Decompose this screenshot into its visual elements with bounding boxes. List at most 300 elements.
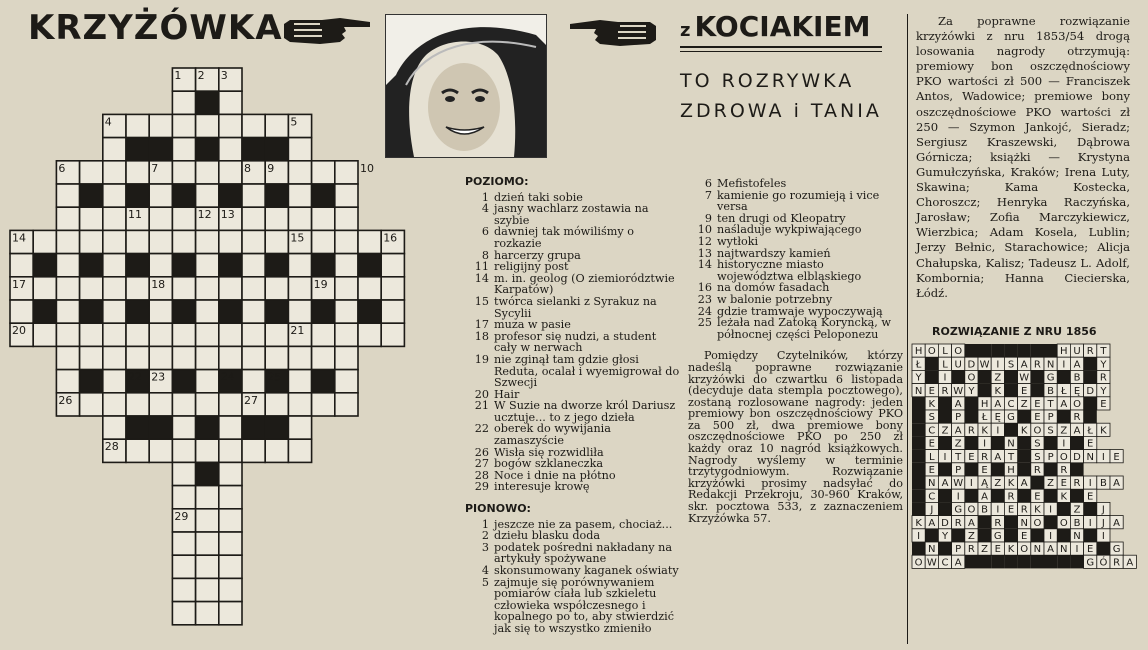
grid-cell — [33, 230, 56, 253]
solution-letter: G — [954, 504, 963, 516]
black-square — [149, 416, 172, 439]
clue-number: 7 — [704, 188, 712, 202]
solution-letter: P — [1047, 451, 1054, 463]
solution-letter: O — [967, 504, 976, 516]
clue-number: 24 — [697, 304, 712, 318]
solution-letter: L — [929, 451, 935, 463]
grid-cell — [33, 277, 56, 300]
grid-cell — [80, 161, 103, 184]
solution-letter: R — [981, 451, 989, 463]
solution-letter: B — [1073, 372, 1081, 384]
solution-letter: E — [1034, 399, 1041, 410]
clue-text: leżała nad Zatoką Koryncką, w północnej części Peloponezu — [717, 316, 891, 341]
solution-black-square — [912, 542, 925, 555]
solution-letter: A — [954, 557, 962, 569]
black-square — [172, 184, 195, 207]
solution-letter: E — [968, 451, 975, 463]
solution-black-square — [1084, 410, 1097, 423]
clue-item — [465, 319, 680, 331]
cell-number: 4 — [104, 115, 112, 129]
solution-letter: W — [926, 557, 937, 569]
clue-number: 27 — [474, 457, 489, 471]
grid-cell — [103, 230, 126, 253]
solution-letter: R — [1073, 478, 1081, 490]
solution-letter: I — [1101, 531, 1105, 542]
clue-text: najtwardszy kamień — [717, 246, 831, 260]
solution-letter: G — [1086, 557, 1095, 569]
grid-cell — [56, 323, 79, 346]
solution-letter: I — [943, 372, 947, 384]
solution-black-square — [1070, 555, 1083, 568]
solution-letter: S — [1034, 438, 1041, 450]
solution-letter: R — [941, 385, 949, 397]
grid-cell — [381, 323, 404, 346]
grid-cell — [381, 254, 404, 277]
solution-letter: K — [1007, 544, 1015, 556]
solution-black-square — [1044, 436, 1057, 449]
grid-cell — [56, 207, 79, 230]
solution-letter: K — [915, 517, 922, 529]
solution-letter: E — [1007, 504, 1015, 516]
black-square — [80, 300, 103, 323]
black-square — [172, 300, 195, 323]
grid-cell — [288, 207, 311, 230]
solution-letter: S — [1047, 425, 1054, 437]
grid-cell — [196, 393, 219, 416]
cell-number: 28 — [104, 440, 119, 454]
grid-cell — [172, 230, 195, 253]
solution-letter: A — [967, 517, 975, 529]
solution-letter: K — [981, 425, 988, 437]
pointing-hand-icon — [566, 16, 658, 54]
solution-letter: B — [1099, 478, 1107, 490]
solution-black-square — [978, 370, 991, 383]
solution-black-square — [1084, 357, 1097, 370]
cell-number: 5 — [290, 115, 298, 129]
solution-letter: A — [994, 399, 1002, 410]
solution-letter: H — [1007, 465, 1015, 476]
solution-letter: R — [1086, 346, 1094, 358]
solution-letter: A — [1047, 544, 1055, 556]
solution-letter: R — [967, 544, 975, 556]
grid-cell — [219, 230, 242, 253]
solution-black-square — [1004, 516, 1017, 529]
solution-black-square — [912, 463, 925, 476]
grid-cell — [103, 416, 126, 439]
black-square — [265, 300, 288, 323]
solution-letter: O — [914, 557, 923, 569]
clue-text: oberek do wywijania zamaszyście — [494, 422, 611, 448]
solution-black-square — [912, 423, 925, 436]
grid-cell — [288, 184, 311, 207]
grid-cell — [288, 277, 311, 300]
clue-number: 26 — [474, 445, 489, 459]
solution-letter: I — [1075, 544, 1079, 556]
grid-cell — [219, 91, 242, 114]
grid-cell — [196, 532, 219, 555]
solution-letter: R — [1020, 504, 1028, 516]
solution-letter: N — [1007, 438, 1015, 450]
black-square — [219, 184, 242, 207]
grid-cell — [103, 346, 126, 369]
solution-letter: P — [955, 544, 962, 556]
grid-cell — [172, 602, 195, 625]
grid-cell — [219, 138, 242, 161]
cell-number: 25 — [267, 370, 282, 384]
solution-black-square — [912, 397, 925, 410]
solution-letter: K — [1007, 478, 1015, 490]
clue-text: interesuje krowę — [494, 480, 590, 494]
clue-item — [465, 331, 680, 354]
solution-black-square — [978, 555, 991, 568]
clue-item — [688, 178, 903, 190]
solution-letter: I — [996, 425, 1000, 437]
grid-cell — [126, 439, 149, 462]
black-square — [172, 254, 195, 277]
grid-cell — [56, 346, 79, 369]
grid-cell — [172, 393, 195, 416]
solution-letter: Ą — [981, 478, 989, 490]
solution-letter: R — [1033, 359, 1041, 371]
clue-text: naśladuje wykpiwającego — [717, 223, 862, 237]
grid-cell — [103, 300, 126, 323]
grid-cell — [265, 393, 288, 416]
grid-cell — [242, 300, 265, 323]
grid-cell — [288, 138, 311, 161]
clue-item — [688, 236, 903, 248]
grid-cell — [219, 462, 242, 485]
black-square — [80, 370, 103, 393]
grid-cell — [242, 254, 265, 277]
grid-cell — [172, 555, 195, 578]
solution-letter: E — [1087, 438, 1094, 450]
grid-cell — [381, 277, 404, 300]
clue-number: 5 — [481, 575, 489, 589]
clue-item — [465, 565, 680, 577]
solution-black-square — [1004, 384, 1017, 397]
solution-letter: Ó — [1099, 557, 1108, 569]
grid-cell — [265, 346, 288, 369]
grid-cell — [242, 230, 265, 253]
solution-letter: R — [1007, 491, 1015, 503]
clue-item — [465, 261, 680, 273]
cell-number: 9 — [267, 161, 275, 175]
clue-text: twórca sielanki z Syrakuz na Sycylii — [494, 294, 657, 320]
black-square — [126, 254, 149, 277]
clue-text: muza w pasie — [494, 318, 571, 332]
clue-number: 2 — [481, 529, 489, 543]
grid-cell — [172, 277, 195, 300]
solution-letter: I — [943, 451, 947, 463]
cell-number: 14 — [12, 231, 26, 245]
grid-cell — [149, 346, 172, 369]
grid-cell — [149, 254, 172, 277]
grid-cell — [196, 486, 219, 509]
solution-letter: S — [928, 412, 935, 424]
clue-number: 16 — [697, 281, 712, 295]
solution-black-square — [925, 370, 938, 383]
solution-letter: E — [1060, 478, 1067, 490]
solution-black-square — [1031, 555, 1044, 568]
black-square — [265, 254, 288, 277]
solution-black-square — [991, 436, 1004, 449]
down-clues-continued — [688, 178, 903, 524]
black-square — [312, 300, 335, 323]
solution-letter: D — [941, 517, 949, 529]
clue-number: 8 — [481, 248, 489, 262]
clue-text: historyczne miasto województwa elbląskiego — [717, 258, 862, 283]
solution-letter: G — [1046, 372, 1055, 384]
solution-letter: R — [967, 425, 975, 437]
solution-black-square — [938, 436, 951, 449]
grid-cell — [80, 277, 103, 300]
grid-cell — [335, 370, 358, 393]
grid-cell — [126, 230, 149, 253]
solution-letter: K — [928, 399, 936, 410]
grid-cell — [172, 439, 195, 462]
grid-cell — [103, 161, 126, 184]
clue-item — [465, 354, 680, 389]
contest-info: Pomiędzy Czytelników, którzy nadeślą poprawne rozwiązanie krzyżówki do czwartku 6 listopada (decyduje data stempla pocztowego), zostaną rozlosowane nagrody: jeden premiowy bon oszczędnościowy PKO za 500 zł, dwa premiowe bony oszczędnościowe PKO po 250 zł każdy oraz 10 nagród książkowych. Nagrody wyślemy w terminie trzytygodniowym. Rozwiązanie krzyżówki prosimy nadsyłać do Redakcji Przekroju, 30-960 Kraków, skr. pocztowa 533, z zaznaczeniem Krzyżówka 57. — [688, 349, 903, 525]
black-square — [149, 138, 172, 161]
grid-cell — [103, 138, 126, 161]
grid-cell — [219, 277, 242, 300]
cell-number: 12 — [197, 208, 212, 222]
grid-cell — [126, 393, 149, 416]
grid-cell — [219, 161, 242, 184]
grid-cell — [149, 230, 172, 253]
clue-item — [465, 273, 680, 296]
solution-black-square — [938, 397, 951, 410]
solution-letter: N — [1086, 451, 1094, 463]
grid-cell — [219, 416, 242, 439]
clue-text: dawniej tak mówiliśmy o rozkazie — [494, 225, 634, 250]
grid-cell — [288, 370, 311, 393]
solution-black-square — [912, 489, 925, 502]
solution-black-square — [978, 344, 991, 357]
black-square — [196, 138, 219, 161]
solution-letter: A — [1126, 557, 1134, 569]
black-square — [33, 254, 56, 277]
solution-black-square — [925, 357, 938, 370]
cell-number: 21 — [290, 324, 305, 338]
grid-cell — [172, 486, 195, 509]
grid-cell — [219, 346, 242, 369]
clue-number: 22 — [474, 422, 489, 436]
black-square — [80, 184, 103, 207]
solution-letter: J — [930, 504, 934, 516]
tagline: TO ROZRYWKA ZDROWA i TANIA — [680, 70, 882, 122]
solution-letter: B — [1073, 517, 1081, 529]
solution-black-square — [1057, 410, 1070, 423]
grid-cell — [196, 277, 219, 300]
black-square — [312, 254, 335, 277]
solution-black-square — [1084, 502, 1097, 515]
solution-letter: B — [1047, 385, 1055, 397]
solution-black-square — [965, 463, 978, 476]
grid-cell — [126, 277, 149, 300]
solution-letter: N — [1060, 544, 1068, 556]
grid-cell — [242, 207, 265, 230]
clue-item — [688, 317, 903, 340]
solution-black-square — [1031, 370, 1044, 383]
solution-letter: I — [917, 531, 921, 542]
solution-letter: H — [980, 399, 989, 410]
solution-letter: Z — [967, 531, 975, 542]
solution-letter: D — [967, 359, 976, 371]
clue-item — [465, 481, 680, 493]
solution-black-square — [912, 410, 925, 423]
column-divider — [907, 14, 908, 644]
solution-letter: A — [928, 517, 936, 529]
solution-letter: O — [967, 372, 976, 384]
solution-letter: W — [953, 385, 964, 397]
solution-grid — [912, 340, 1134, 650]
grid-cell — [335, 346, 358, 369]
cell-number: 13 — [220, 208, 235, 222]
solution-letter: U — [954, 359, 962, 371]
black-square — [196, 416, 219, 439]
solution-letter: O — [1059, 517, 1068, 529]
solution-letter: R — [1033, 465, 1041, 476]
grid-cell — [265, 323, 288, 346]
solution-letter: R — [994, 517, 1002, 529]
solution-letter: K — [1020, 425, 1028, 437]
cell-number: 15 — [290, 231, 305, 245]
solution-letter: Y — [1100, 359, 1107, 371]
clue-text: na domów fasadach — [717, 281, 830, 295]
clue-number: 25 — [697, 316, 712, 330]
grid-cell — [358, 277, 381, 300]
across-clues — [465, 174, 680, 635]
clue-number: 17 — [474, 318, 489, 332]
clue-number: 19 — [474, 352, 489, 366]
grid-cell — [196, 555, 219, 578]
grid-cell — [196, 230, 219, 253]
solution-black-square — [952, 529, 965, 542]
cell-number: 19 — [313, 277, 328, 291]
solution-letter: P — [1047, 412, 1054, 424]
clue-number: 15 — [474, 294, 489, 308]
grid-cell — [312, 207, 335, 230]
solution-letter: E — [1087, 491, 1094, 503]
solution-letter: Z — [1047, 478, 1055, 490]
solution-letter: E — [1021, 531, 1028, 542]
solution-black-square — [1018, 410, 1031, 423]
solution-letter: A — [1073, 359, 1081, 371]
cell-number: 26 — [58, 393, 73, 407]
solution-black-square — [1097, 542, 1110, 555]
solution-black-square — [1018, 489, 1031, 502]
cell-number: 11 — [128, 208, 142, 222]
grid-cell — [172, 416, 195, 439]
clue-text: zajmuje się porównywaniem pomiarów ciała lub szkieletu człowieka współczesnego i kopalnego po to, aby stwierdzić jak się to wszystko zmieniło — [494, 575, 674, 635]
black-square — [172, 370, 195, 393]
solution-black-square — [1018, 436, 1031, 449]
solution-black-square — [1031, 384, 1044, 397]
crossword-title: KRZYŻÓWKA — [28, 8, 283, 48]
grid-cell — [265, 207, 288, 230]
solution-letter: O — [1073, 399, 1081, 410]
cell-number: 10 — [360, 161, 374, 175]
solution-title: ROZWIĄZANIE Z NRU 1856 — [932, 325, 1097, 338]
solution-letter: Z — [994, 478, 1002, 490]
clue-number: 1 — [481, 190, 489, 204]
grid-cell — [196, 602, 219, 625]
solution-black-square — [1031, 529, 1044, 542]
grid-cell — [126, 114, 149, 137]
grid-cell — [335, 161, 358, 184]
grid-cell — [103, 370, 126, 393]
down-heading: PIONOWO: — [465, 502, 531, 516]
clue-item — [465, 577, 680, 635]
solution-letter: A — [954, 399, 962, 410]
clue-item — [465, 203, 680, 226]
black-square — [219, 300, 242, 323]
grid-cell — [288, 346, 311, 369]
clue-number: 6 — [481, 225, 489, 239]
grid-cell — [149, 300, 172, 323]
solution-letter: K — [994, 385, 1002, 397]
clue-text: Noce i dnie na płótno — [494, 468, 616, 482]
solution-black-square — [952, 370, 965, 383]
black-square — [358, 254, 381, 277]
solution-letter: T — [1047, 399, 1054, 410]
black-square — [126, 300, 149, 323]
grid-cell — [196, 439, 219, 462]
grid-cell — [126, 346, 149, 369]
cell-number: 8 — [244, 161, 251, 175]
grid-cell — [219, 555, 242, 578]
solution-letter: U — [1073, 346, 1081, 358]
grid-cell — [335, 207, 358, 230]
solution-letter: R — [1099, 372, 1107, 384]
grid-cell — [103, 207, 126, 230]
solution-letter: E — [1021, 385, 1028, 397]
grid-cell — [103, 184, 126, 207]
grid-cell — [80, 393, 103, 416]
solution-black-square — [965, 436, 978, 449]
grid-cell — [312, 393, 335, 416]
solution-letter: I — [983, 438, 987, 450]
cell-number: 29 — [174, 509, 189, 523]
clue-text: religijny post — [494, 260, 569, 274]
solution-letter: A — [981, 491, 989, 503]
grid-cell — [172, 114, 195, 137]
grid-cell — [196, 370, 219, 393]
solution-black-square — [1018, 463, 1031, 476]
solution-letter: J — [1101, 517, 1105, 529]
solution-letter: K — [1100, 425, 1107, 437]
grid-cell — [80, 207, 103, 230]
grid-cell — [335, 184, 358, 207]
clue-text: kamienie go rozumieją i vice versa — [717, 188, 880, 214]
grid-cell — [196, 323, 219, 346]
solution-letter: S — [1007, 359, 1015, 371]
grid-cell — [172, 346, 195, 369]
grid-cell — [335, 277, 358, 300]
solution-black-square — [1070, 436, 1083, 449]
clue-number: 28 — [474, 468, 489, 482]
black-square — [80, 254, 103, 277]
solution-black-square — [965, 344, 978, 357]
grid-cell — [242, 323, 265, 346]
solution-letter: Z — [1073, 504, 1081, 516]
solution-letter: Ł — [1060, 385, 1067, 397]
solution-letter: I — [1088, 517, 1092, 529]
solution-letter: O — [954, 346, 963, 358]
solution-black-square — [912, 502, 925, 515]
